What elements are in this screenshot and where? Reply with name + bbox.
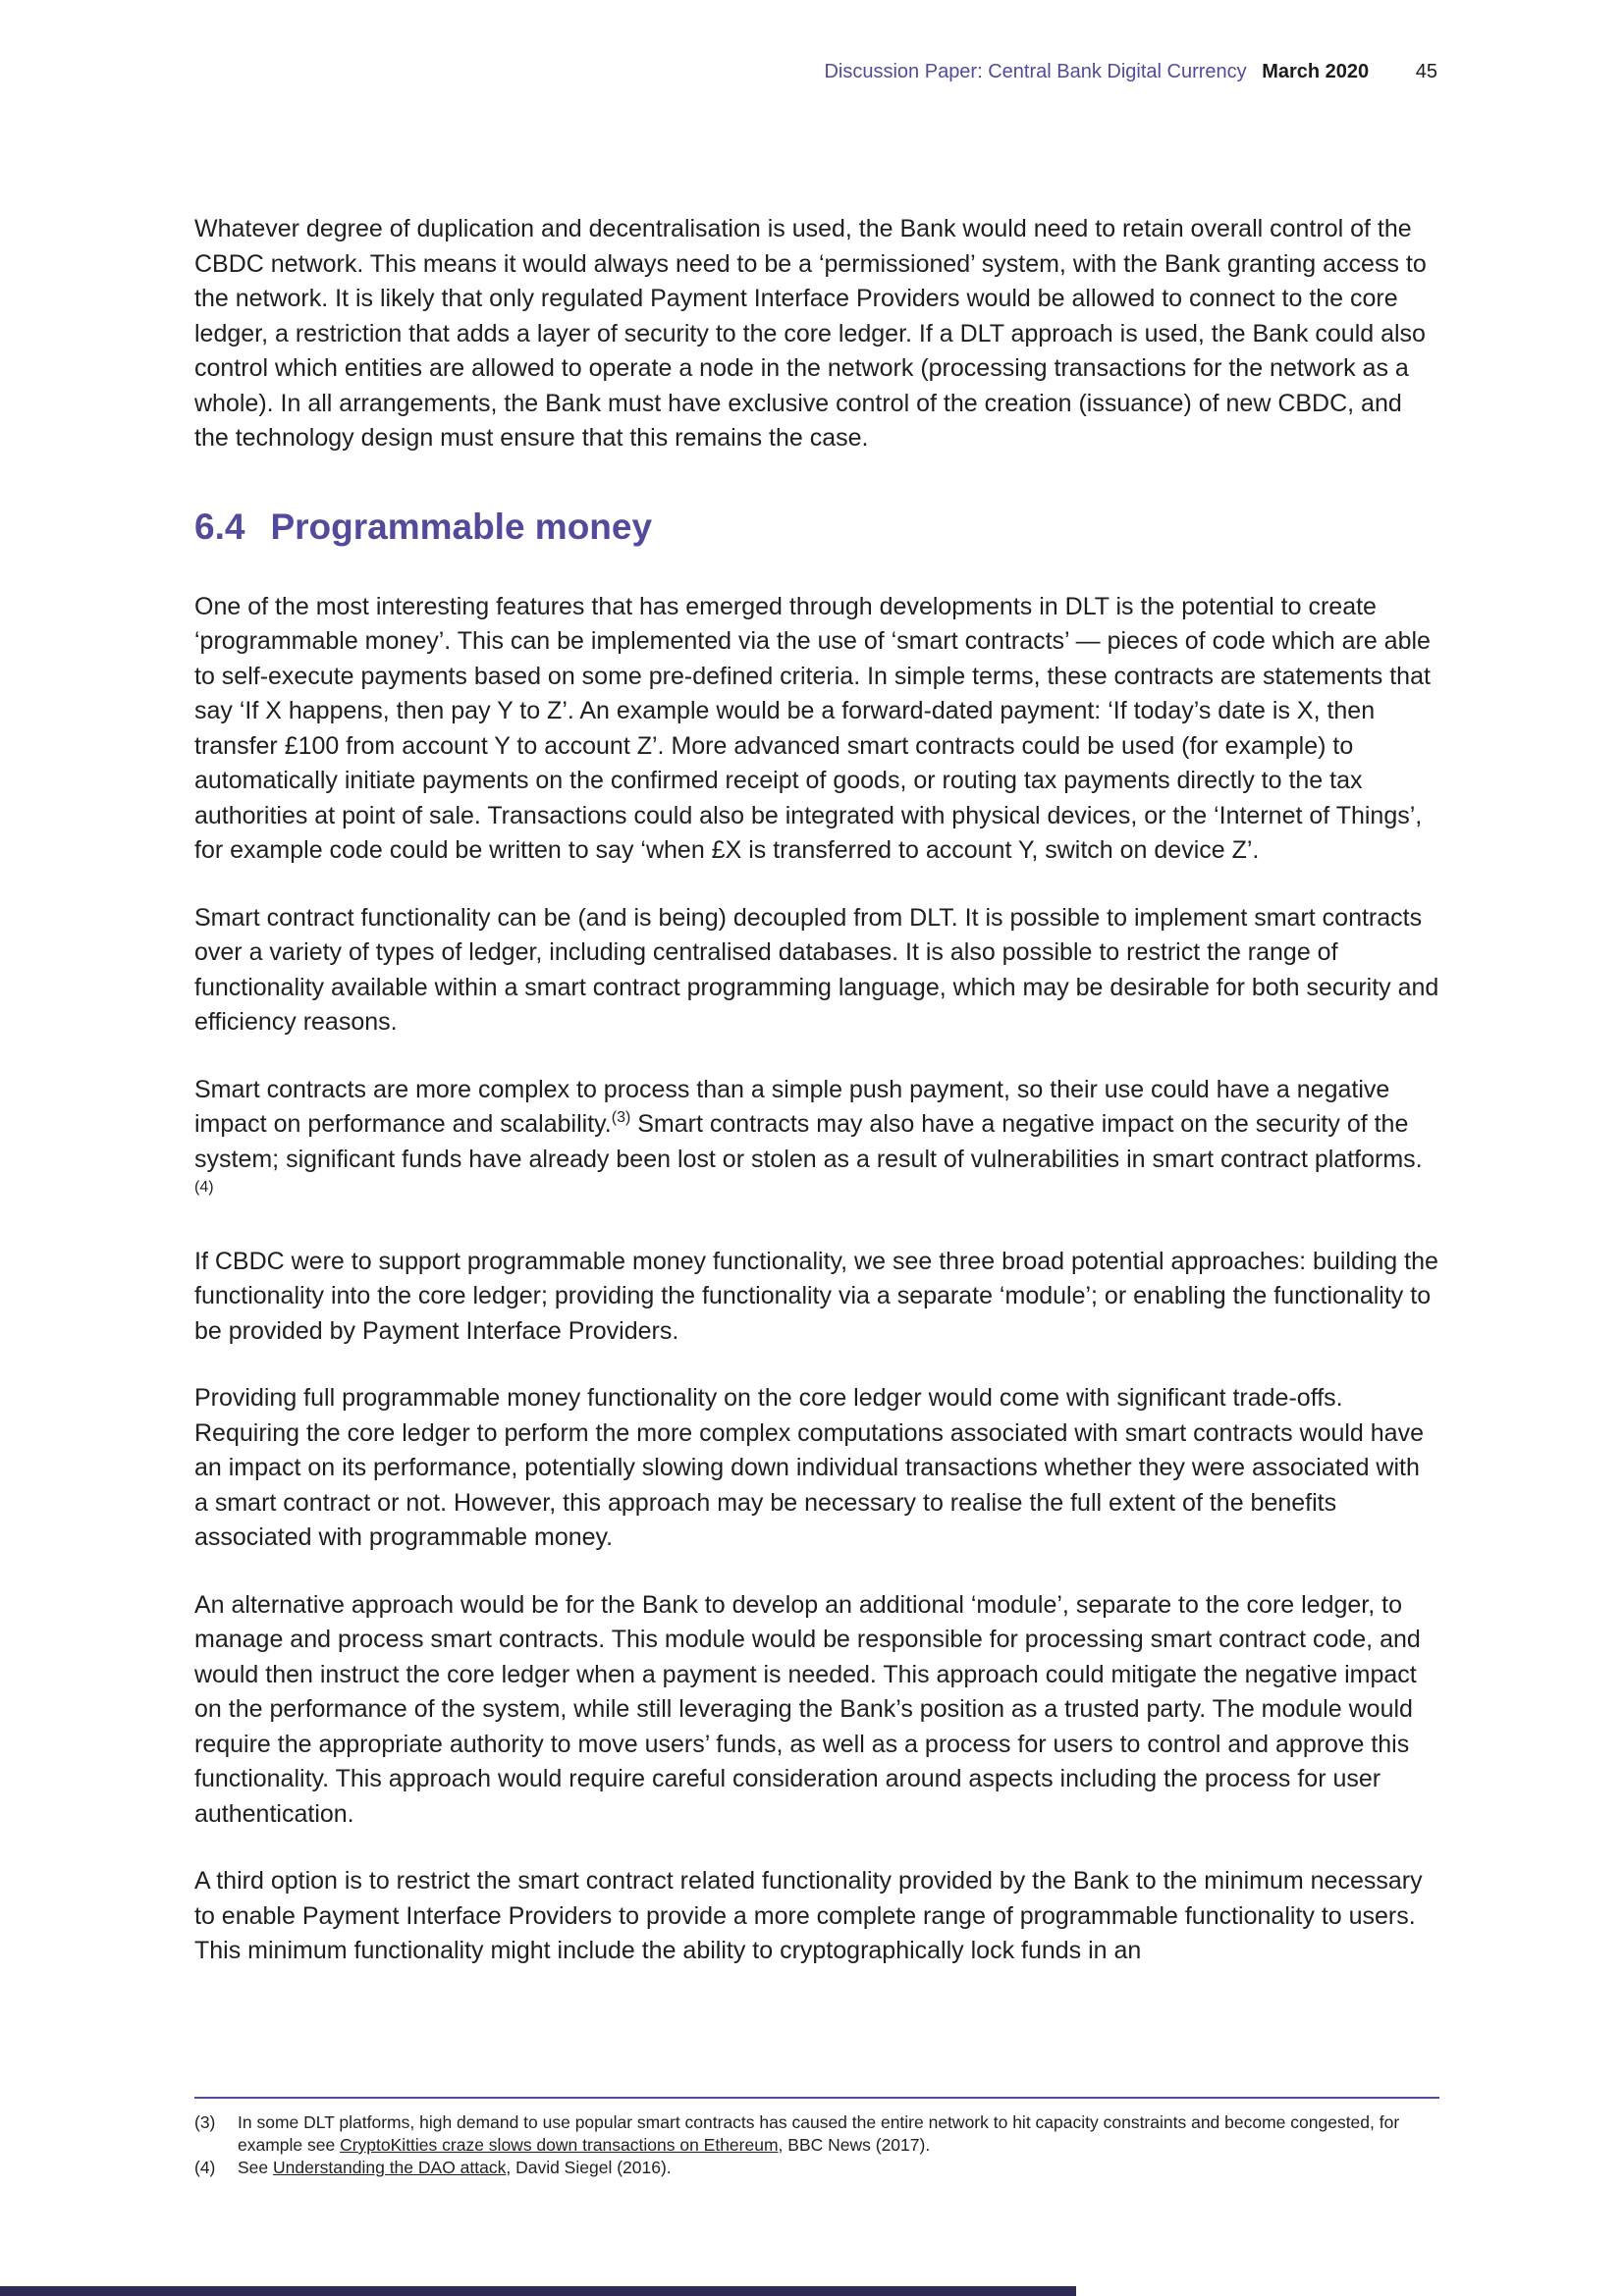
footnote-text [238, 2157, 1439, 2179]
text-run: An alternative approach would be for the Bank to develop an additional ‘module’, separate to the core ledger, to manage and process smart contracts. This module would be responsible for processing smart contract code, and would then instruct the core ledger when a payment is needed. This approach could mitigate the negative impact on the performance of the system, while still leveraging the Bank’s position as a trusted party. The module would require the appropriate authority to move users’ funds, as well as a process for users to control and approve this functionality. This approach would require careful consideration around aspects including the process for user authentication. [194, 1590, 1421, 1828]
section-number: 6.4 [194, 506, 245, 547]
text-run: Smart contracts may also have a negative impact on the security of the system; significant funds have already been lost or stolen as a result of vulnerabilities in smart contract platforms. [194, 1110, 1423, 1173]
section-heading [194, 506, 1439, 549]
section-title: Programmable money [270, 506, 653, 547]
footnote-item [194, 2157, 1439, 2179]
text-run: One of the most interesting features that has emerged through developments in DLT is the potential to create ‘programmable money’. This can be implemented via the use of ‘smart contracts’ — pieces of code which are able to self-execute payments based on some pre-defined criteria. In simple terms, these contracts are statements that say ‘If X happens, then pay Y to Z’. An example would be a forward-dated payment: ‘If today’s date is X, then transfer £100 from account Y to account Z’. More advanced smart contracts could be used (for example) to automatically initiate payments on the confirmed receipt of goods, or routing tax payments directly to the tax authorities at point of sale. Transactions could also be integrated with physical devices, or the ‘Internet of Things’, for example code could be written to say ‘when £X is transferred to account Y, switch on device Z’. [194, 592, 1431, 864]
paragraph [194, 1245, 1439, 1350]
paragraph [194, 901, 1439, 1041]
text-run: Providing full programmable money functionality on the core ledger would come with significant trade-offs. Requiring the core ledger to perform the more complex computations associated with smart contracts would have an impact on its performance, potentially slowing down individual transactions whether they were associated with a smart contract or not. However, this approach may be necessary to realise the full extent of the benefits associated with programmable money. [194, 1384, 1424, 1551]
text-run: In some DLT platforms, high demand to use popular smart contracts has caused the entire network to hit capacity constraints and become congested, for example see [238, 2112, 1400, 2155]
footnote-item [194, 2111, 1439, 2157]
footnotes-section [194, 2097, 1439, 2179]
text-run: See [238, 2158, 273, 2177]
page-number: 45 [1415, 61, 1437, 82]
text-run: Smart contracts are more complex to process than a simple push payment, so their use could have a negative impact on performance and scalability. [194, 1075, 1390, 1138]
body-paragraphs [194, 590, 1439, 1969]
paragraph [194, 1073, 1439, 1212]
text-run: , BBC News (2017). [778, 2135, 931, 2155]
text-run: If CBDC were to support programmable money functionality, we see three broad potential approaches: building the functionality into the core ledger; providing the functionality via a separate ‘module’; or enabling the functionality to be provided by Payment Interface Providers. [194, 1247, 1438, 1345]
footnote-text [238, 2111, 1439, 2157]
paragraph [194, 1588, 1439, 1833]
text-run: , David Siegel (2016). [506, 2158, 672, 2177]
footer-bar [0, 2286, 1076, 2296]
page-header [194, 59, 1437, 84]
content-area [194, 212, 1439, 2002]
footnote-label: (3) [194, 2112, 216, 2132]
paragraph [194, 590, 1439, 869]
header-date: March 2020 [1262, 61, 1370, 82]
footnote-reference: (4) [194, 1178, 214, 1196]
footnote-list [194, 2111, 1439, 2179]
text-run: Smart contract functionality can be (and is being) decoupled from DLT. It is possible to implement smart contracts over a variety of types of ledger, including centralised databases. It is also possible to restrict the range of functionality available within a smart contract programming language, which may be desirable for both security and efficiency reasons. [194, 903, 1439, 1036]
footnote-link[interactable]: Understanding the DAO attack [273, 2158, 507, 2177]
text-run: A third option is to restrict the smart contract related functionality provided by the Bank to the minimum necessary to enable Payment Interface Providers to provide a more complete range of programmable functionality to users. This minimum functionality might include the ability to cryptographically lock funds in an [194, 1867, 1423, 1964]
footnote-divider [194, 2097, 1439, 2099]
footnote-link[interactable]: CryptoKitties craze slows down transactions on Ethereum [340, 2135, 779, 2155]
paragraph [194, 212, 1439, 456]
paragraph [194, 1381, 1439, 1556]
footnote-reference: (3) [611, 1108, 631, 1126]
paragraph [194, 1864, 1439, 1969]
intro-paragraphs [194, 212, 1439, 456]
footnote-label: (4) [194, 2158, 216, 2177]
header-title: Discussion Paper: Central Bank Digital Currency [824, 61, 1247, 82]
text-run: Whatever degree of duplication and decentralisation is used, the Bank would need to retain overall control of the CBDC network. This means it would always need to be a ‘permissioned’ system, with the Bank granting access to the network. It is likely that only regulated Payment Interface Providers would be allowed to connect to the core ledger, a restriction that adds a layer of security to the core ledger. If a DLT approach is used, the Bank could also control which entities are allowed to operate a node in the network (processing transactions for the network as a whole). In all arrangements, the Bank must have exclusive control of the creation (issuance) of new CBDC, and the technology design must ensure that this remains the case. [194, 215, 1427, 452]
